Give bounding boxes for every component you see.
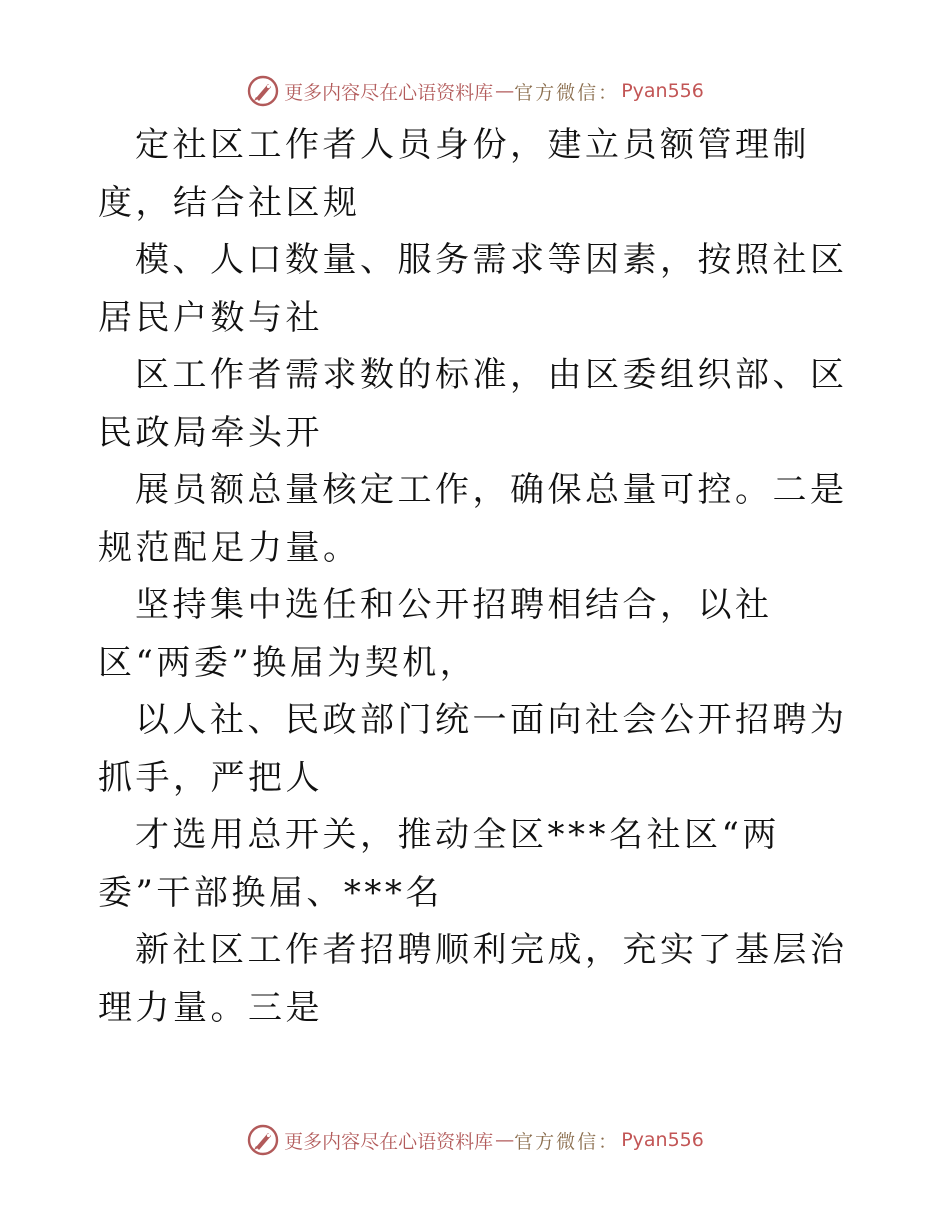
paragraph: 模、人口数量、服务需求等因素，按照社区居民户数与社 <box>98 240 848 338</box>
watermark-dash: — <box>495 80 513 102</box>
watermark-wechat-id: Pyan556 <box>621 80 704 102</box>
paragraph: 展员额总量核定工作，确保总量可控。二是规范配足力量。 <box>98 470 848 568</box>
header-watermark <box>0 71 950 111</box>
watermark-brand: 更多内容尽在心语资料库 <box>284 1130 494 1153</box>
pen-nib-logo-icon <box>246 1123 280 1157</box>
footer-watermark <box>0 1120 950 1160</box>
paragraph: 新社区工作者招聘顺利完成，充实了基层治理力量。三是 <box>98 930 848 1028</box>
paragraph: 以人社、民政部门统一面向社会公开招聘为抓手，严把人 <box>98 700 848 798</box>
paragraph: 定社区工作者人员身份，建立员额管理制度，结合社区规 <box>98 125 810 223</box>
body-text <box>98 117 858 1037</box>
watermark-brand: 更多内容尽在心语资料库 <box>284 81 494 104</box>
watermark-label: 官方微信： <box>514 81 620 104</box>
watermark-dash: — <box>495 1129 513 1151</box>
pen-nib-logo-icon <box>246 74 280 108</box>
paragraph: 才选用总开关，推动全区***名社区“两委”干部换届、***名 <box>98 815 780 913</box>
watermark-label: 官方微信： <box>514 1130 620 1153</box>
paragraph: 区工作者需求数的标准，由区委组织部、区民政局牵头开 <box>98 355 848 453</box>
paragraph: 坚持集中选任和公开招聘相结合，以社区“两委”换届为契机， <box>98 585 773 683</box>
watermark-wechat-id: Pyan556 <box>621 1129 704 1151</box>
